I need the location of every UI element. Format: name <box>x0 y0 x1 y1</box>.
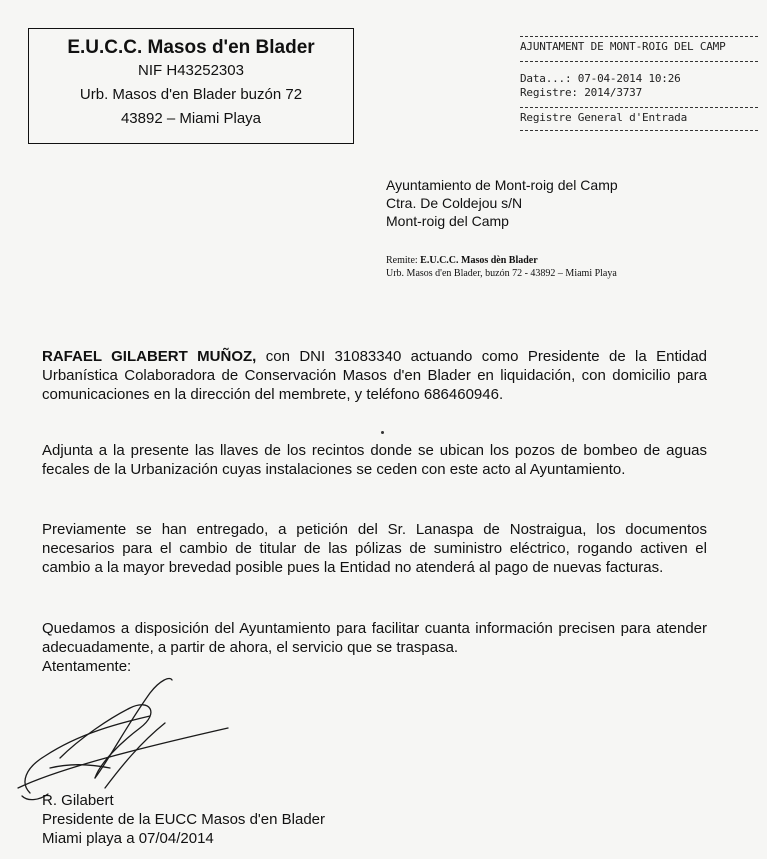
stamp-divider <box>520 107 758 108</box>
stamp-divider <box>520 61 758 62</box>
body-paragraph-2: Adjunta a la presente las llaves de los recintos donde se ubican los pozos de bombeo de aguas fecales de la Urbanización cuyas instalaciones se ceden con este acto al Ayuntamiento. <box>42 442 707 478</box>
stamp-divider <box>520 130 758 131</box>
sender-address: Urb. Masos d'en Blader buzón 72 <box>79 86 303 103</box>
body-paragraph-1 <box>42 347 707 404</box>
body-paragraph-3: Previamente se han entregado, a petición del Sr. Lanaspa de Nostraigua, los documentos necesarios para el cambio de titular de las pólizas de suministro eléctrico, rogando activen el cambio a la mayor brevedad posible pues la Entidad no atenderá al pago de nuevas facturas. <box>42 521 707 576</box>
handwritten-signature <box>0 668 260 808</box>
body-paragraph-4: Quedamos a disposición del Ayuntamiento para facilitar cuanta información precisen para atender adecuadamente, a partir de ahora, el servicio que se traspasa. <box>42 620 707 656</box>
body-paragraph-1-text: con DNI 31083340 actuando como Presidente de la Entidad Urbanística Colaboradora de Conservación Masos d'en Blader en liquidación, con domicilio para comunicaciones en la dirección del membrete, y teléfono 686460946. <box>42 348 707 403</box>
recipient-name: Ayuntamiento de Mont-roig del Camp <box>386 177 618 193</box>
sender-city: 43892 – Miami Playa <box>120 110 262 127</box>
stamp-registry-type: Registre General d'Entrada <box>520 111 687 124</box>
place-and-date: Miami playa a 07/04/2014 <box>42 830 214 847</box>
signatory-short-name: R. Gilabert <box>42 792 114 809</box>
signatory-name: RAFAEL GILABERT MUÑOZ, <box>42 348 257 365</box>
stamp-divider <box>520 36 758 37</box>
remite-address: Urb. Masos d'en Blader, buzón 72 - 43892 – Miami Playa <box>386 268 617 279</box>
sender-letterhead-box <box>28 28 354 144</box>
stamp-institution: AJUNTAMENT DE MONT-ROIG DEL CAMP <box>520 40 726 53</box>
signature-block <box>42 791 325 848</box>
sender-return-address <box>386 254 617 280</box>
stamp-date: Data...: 07-04-2014 10:26 <box>520 72 681 85</box>
signatory-title: Presidente de la EUCC Masos d'en Blader <box>42 811 326 828</box>
speck <box>381 431 384 434</box>
recipient-city: Mont-roig del Camp <box>386 213 509 229</box>
stamp-registry-number: Registre: 2014/3737 <box>520 86 643 99</box>
recipient-address <box>386 176 618 230</box>
recipient-street: Ctra. De Coldejou s/N <box>386 195 523 211</box>
registry-stamp <box>520 36 758 131</box>
closing-salutation: Atentamente: <box>42 658 132 675</box>
remite-name: E.U.C.C. Masos dèn Blader <box>420 255 538 266</box>
sender-nif: NIF H43252303 <box>138 62 244 79</box>
sender-name: E.U.C.C. Masos d'en Blader <box>67 37 315 58</box>
remite-label: Remite: <box>386 255 418 266</box>
